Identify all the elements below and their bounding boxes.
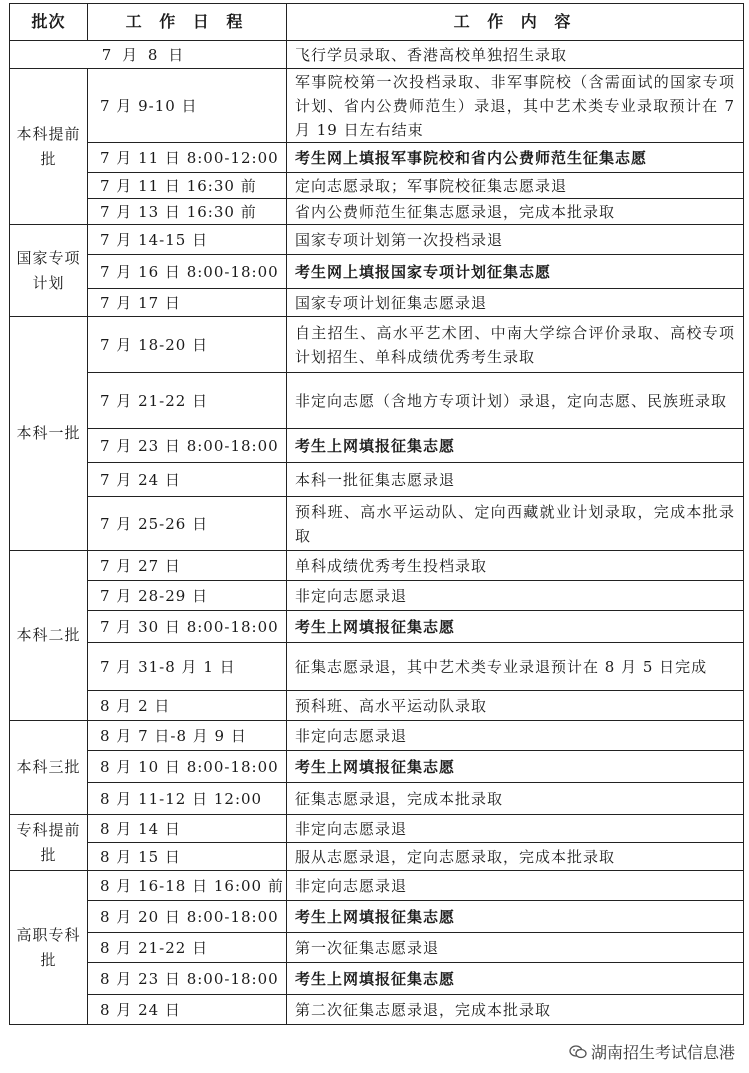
content-cell: 定向志愿录取；军事院校征集志愿录退	[287, 173, 744, 199]
content-cell: 军事院校第一次投档录取、非军事院校（含需面试的国家专项计划、省内公费师范生）录退，其中艺术类专业录取预计在 7 月 19 日左右结束	[287, 69, 744, 143]
content-cell: 非定向志愿录退	[287, 871, 744, 901]
table-row	[10, 643, 744, 691]
top-row-content: 飞行学员录取、香港高校单独招生录取	[287, 41, 744, 69]
header-content: 工 作 内 容	[287, 4, 744, 41]
table-row	[10, 901, 744, 933]
schedule-cell: 7 月 21-22 日	[88, 373, 287, 429]
content-cell: 征集志愿录退，完成本批录取	[287, 783, 744, 815]
schedule-cell: 8 月 15 日	[88, 843, 287, 871]
header-schedule: 工 作 日 程	[88, 4, 287, 41]
table-row	[10, 289, 744, 317]
schedule-cell: 8 月 2 日	[88, 691, 287, 721]
schedule-cell: 7 月 13 日 16:30 前	[88, 199, 287, 225]
content-cell: 考生网上填报国家专项计划征集志愿	[287, 255, 744, 289]
content-cell: 第二次征集志愿录退，完成本批录取	[287, 995, 744, 1025]
admission-schedule-table	[9, 3, 744, 1025]
table-row	[10, 463, 744, 497]
content-cell: 非定向志愿录退	[287, 581, 744, 611]
table-row	[10, 963, 744, 995]
table-row	[10, 317, 744, 373]
content-cell: 自主招生、高水平艺术团、中南大学综合评价录取、高校专项计划招生、单科成绩优秀考生录取	[287, 317, 744, 373]
table-row	[10, 551, 744, 581]
table-row	[10, 255, 744, 289]
watermark	[569, 1040, 735, 1063]
content-cell: 单科成绩优秀考生投档录取	[287, 551, 744, 581]
table-row	[10, 871, 744, 901]
table-row	[10, 751, 744, 783]
content-cell: 考生上网填报征集志愿	[287, 611, 744, 643]
content-cell: 考生上网填报征集志愿	[287, 429, 744, 463]
content-cell: 非定向志愿（含地方专项计划）录退，定向志愿、民族班录取	[287, 373, 744, 429]
table-row	[10, 143, 744, 173]
schedule-cell: 7 月 24 日	[88, 463, 287, 497]
content-cell: 考生上网填报征集志愿	[287, 751, 744, 783]
content-cell: 预科班、高水平运动队、定向西藏就业计划录取，完成本批录取	[287, 497, 744, 551]
table-row	[10, 497, 744, 551]
content-cell: 预科班、高水平运动队录取	[287, 691, 744, 721]
schedule-cell: 7 月 14-15 日	[88, 225, 287, 255]
table-row	[10, 933, 744, 963]
table-row	[10, 995, 744, 1025]
schedule-cell: 7 月 11 日 16:30 前	[88, 173, 287, 199]
content-cell: 国家专项计划第一次投档录退	[287, 225, 744, 255]
content-cell: 服从志愿录退，定向志愿录取，完成本批录取	[287, 843, 744, 871]
schedule-cell: 8 月 23 日 8:00-18:00	[88, 963, 287, 995]
batch-cell: 专科提前批	[10, 815, 88, 871]
table-row	[10, 581, 744, 611]
schedule-cell: 7 月 16 日 8:00-18:00	[88, 255, 287, 289]
table-row	[10, 373, 744, 429]
content-cell: 征集志愿录退，其中艺术类专业录退预计在 8 月 5 日完成	[287, 643, 744, 691]
schedule-cell: 8 月 10 日 8:00-18:00	[88, 751, 287, 783]
table-row	[10, 843, 744, 871]
schedule-cell: 7 月 17 日	[88, 289, 287, 317]
batch-cell: 本科一批	[10, 317, 88, 551]
content-cell: 考生上网填报征集志愿	[287, 963, 744, 995]
schedule-cell: 7 月 23 日 8:00-18:00	[88, 429, 287, 463]
schedule-cell: 7 月 25-26 日	[88, 497, 287, 551]
schedule-cell: 7 月 31-8 月 1 日	[88, 643, 287, 691]
content-cell: 非定向志愿录退	[287, 721, 744, 751]
header-batch: 批次	[10, 4, 88, 41]
content-cell: 第一次征集志愿录退	[287, 933, 744, 963]
content-cell: 国家专项计划征集志愿录退	[287, 289, 744, 317]
content-cell: 考生网上填报军事院校和省内公费师范生征集志愿	[287, 143, 744, 173]
content-cell: 考生上网填报征集志愿	[287, 901, 744, 933]
schedule-cell: 7 月 9-10 日	[88, 69, 287, 143]
schedule-cell: 7 月 27 日	[88, 551, 287, 581]
top-row-date: 7 月 8 日	[10, 41, 287, 69]
schedule-cell: 7 月 28-29 日	[88, 581, 287, 611]
schedule-cell: 8 月 14 日	[88, 815, 287, 843]
table-row	[10, 783, 744, 815]
schedule-cell: 8 月 7 日-8 月 9 日	[88, 721, 287, 751]
table-row	[10, 429, 744, 463]
table-row	[10, 199, 744, 225]
batch-cell: 本科二批	[10, 551, 88, 721]
table-row	[10, 41, 744, 69]
content-cell: 本科一批征集志愿录退	[287, 463, 744, 497]
table-row	[10, 691, 744, 721]
schedule-cell: 8 月 16-18 日 16:00 前	[88, 871, 287, 901]
content-cell: 省内公费师范生征集志愿录退，完成本批录取	[287, 199, 744, 225]
batch-cell: 本科提前批	[10, 69, 88, 225]
schedule-cell: 8 月 11-12 日 12:00	[88, 783, 287, 815]
batch-cell: 高职专科 批	[10, 871, 88, 1025]
schedule-cell: 8 月 24 日	[88, 995, 287, 1025]
table-row	[10, 611, 744, 643]
schedule-cell: 7 月 18-20 日	[88, 317, 287, 373]
table-row	[10, 69, 744, 143]
schedule-cell: 8 月 21-22 日	[88, 933, 287, 963]
table-row	[10, 225, 744, 255]
schedule-cell: 7 月 30 日 8:00-18:00	[88, 611, 287, 643]
batch-cell: 国家专项计划	[10, 225, 88, 317]
table-row	[10, 721, 744, 751]
watermark-text: 湖南招生考试信息港	[590, 1043, 735, 1062]
table-row	[10, 815, 744, 843]
content-cell: 非定向志愿录退	[287, 815, 744, 843]
wechat-icon	[569, 1045, 587, 1059]
table-row	[10, 173, 744, 199]
batch-cell: 本科三批	[10, 721, 88, 815]
table-header-row	[10, 4, 744, 41]
schedule-cell: 8 月 20 日 8:00-18:00	[88, 901, 287, 933]
schedule-cell: 7 月 11 日 8:00-12:00	[88, 143, 287, 173]
